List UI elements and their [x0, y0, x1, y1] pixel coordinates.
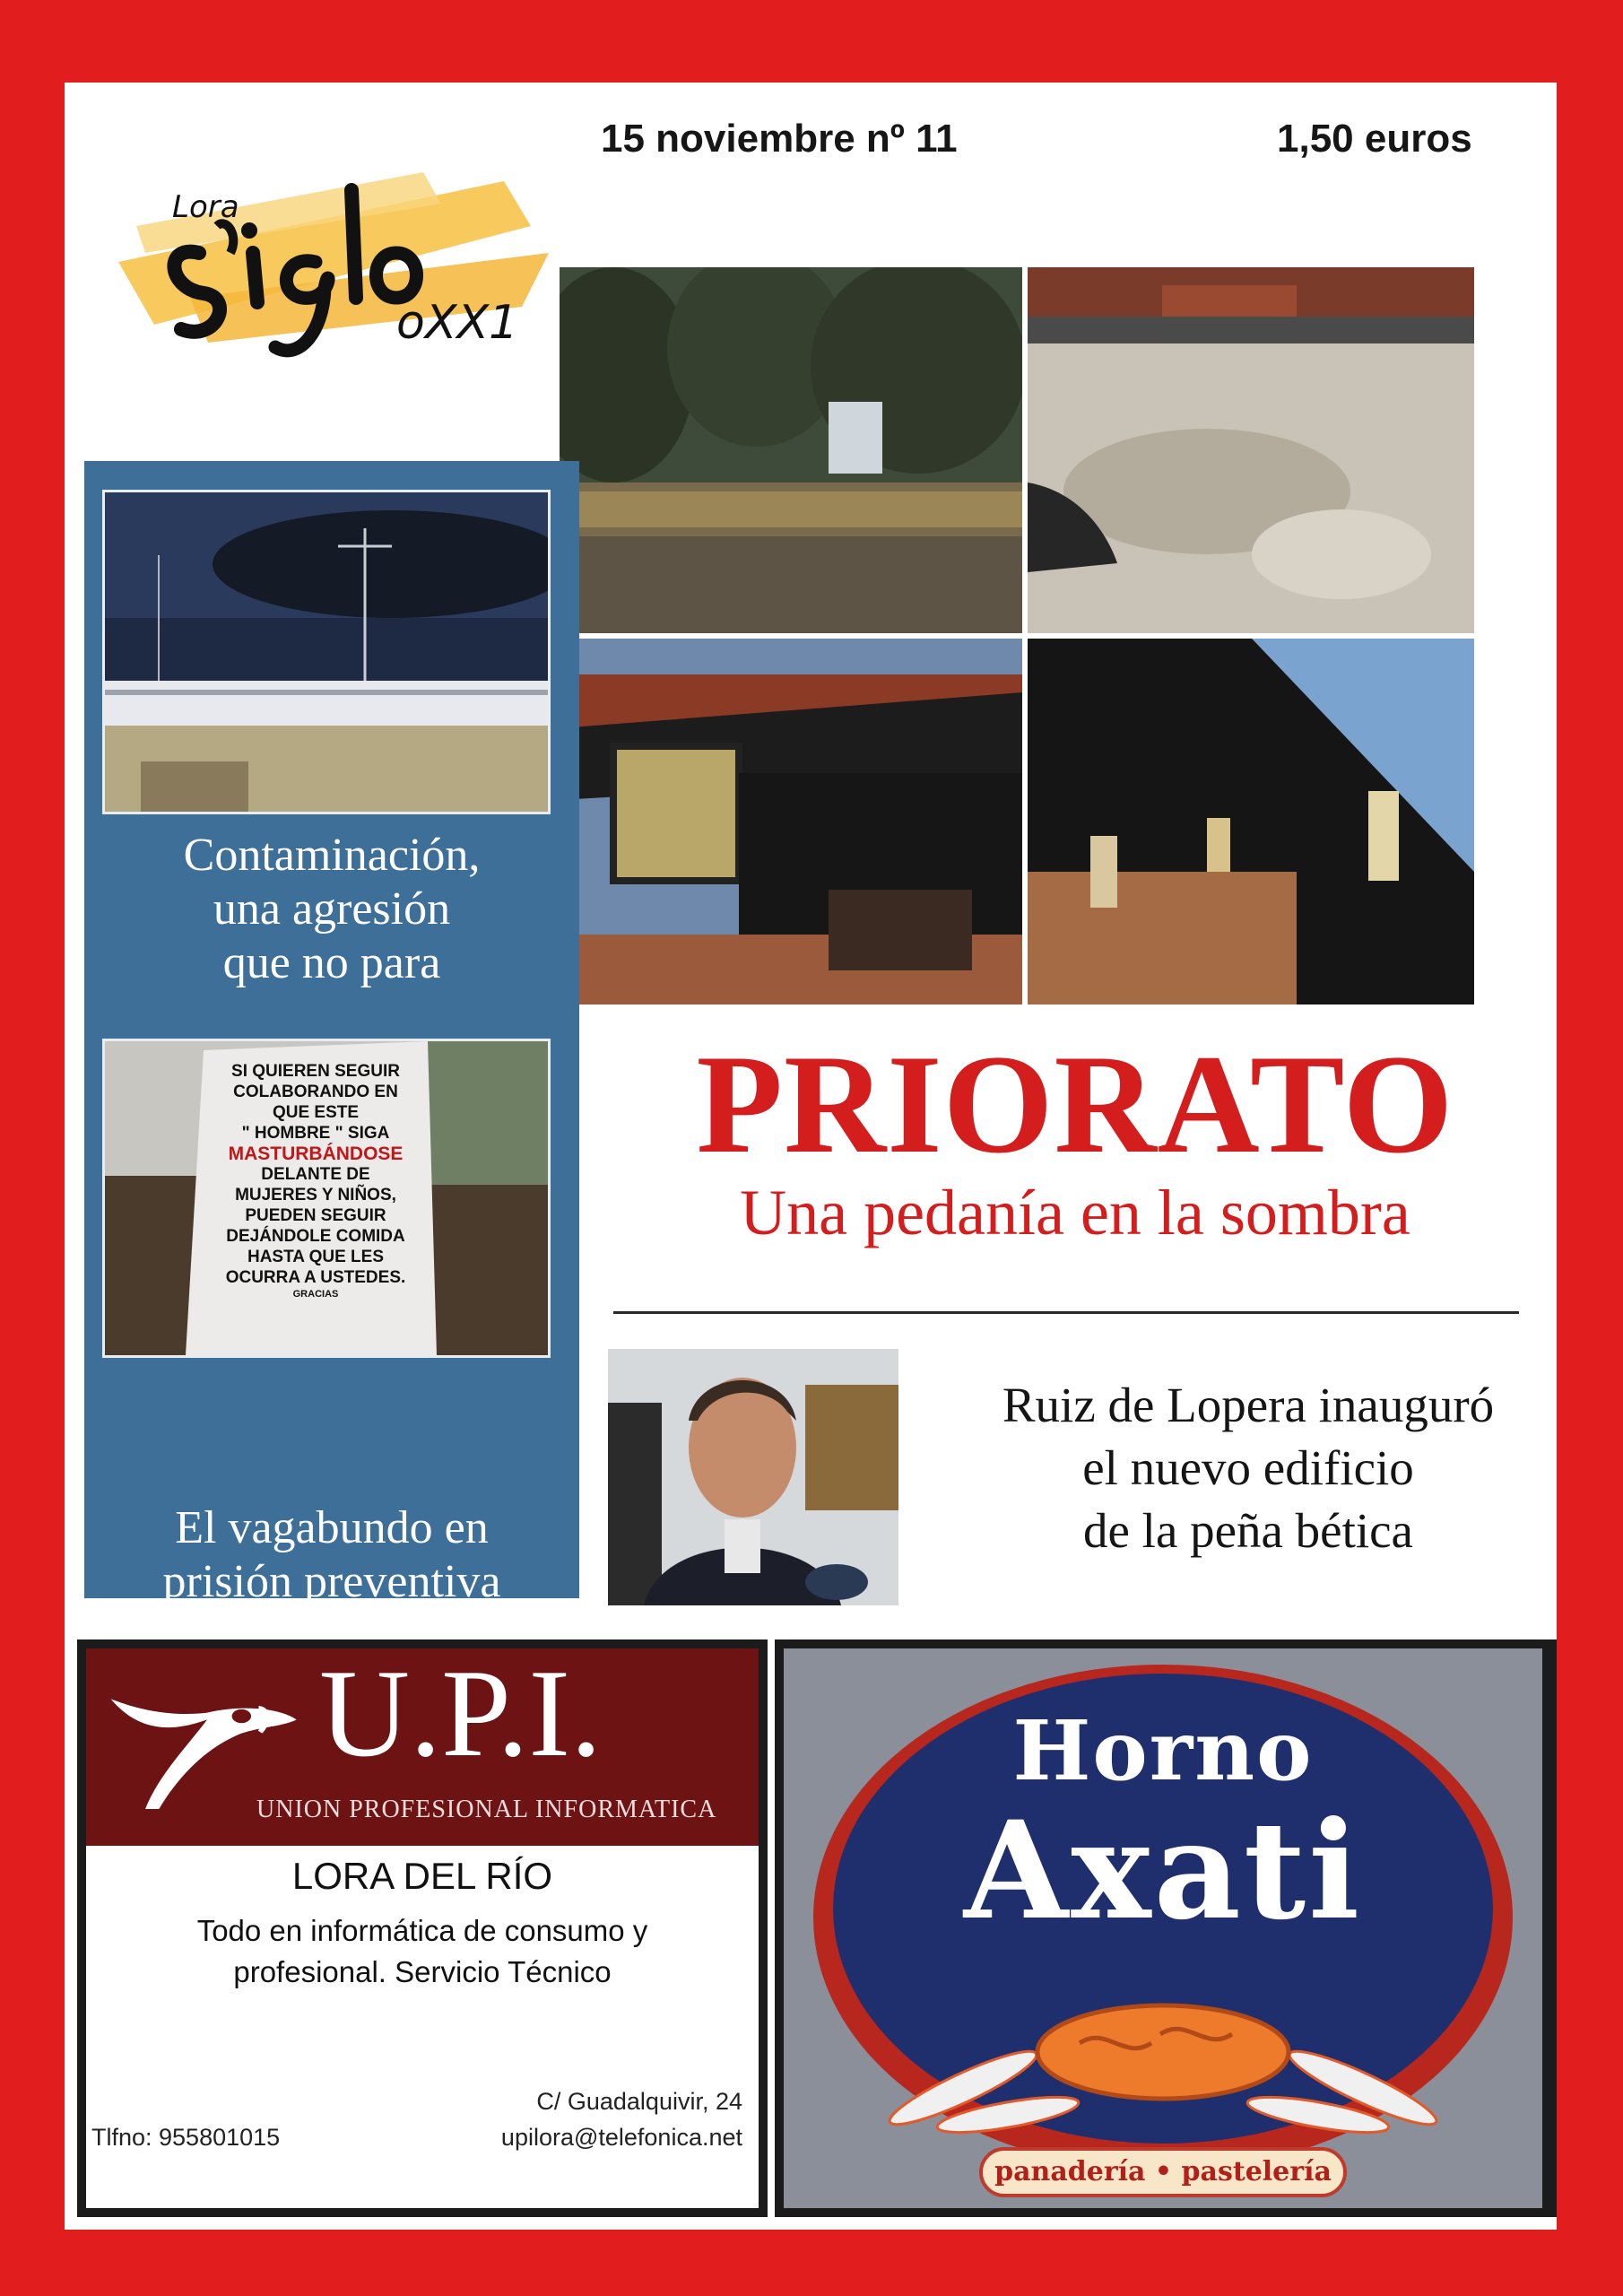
headline-title: PRIORATO — [696, 1026, 1454, 1183]
sign-line: MUJERES Y NIÑOS, — [235, 1186, 396, 1205]
sign-line-highlight: MASTURBÁNDOSE — [228, 1144, 404, 1164]
masthead-logo — [82, 118, 585, 387]
protest-sign-text — [204, 1061, 428, 1300]
ad-horno-axati — [775, 1639, 1557, 2217]
photo-damaged-road — [1028, 267, 1474, 633]
upi-desc-line1: Todo en informática de consumo y — [196, 1914, 648, 1947]
sign-line: SI QUIEREN SEGUIR — [231, 1062, 400, 1081]
upi-brand: U.P.I. — [319, 1648, 603, 1783]
upi-email: upilora@telefonica.net — [500, 2124, 742, 2151]
upi-desc-line2: profesional. Servicio Técnico — [233, 1955, 612, 1988]
upi-banner — [86, 1648, 759, 1846]
sign-line: " HOMBRE " SIGA — [241, 1124, 390, 1143]
photo-broken-lamp — [560, 639, 1022, 1004]
svg-text:oXX1: oXX1 — [396, 296, 519, 350]
story-vagabundo-caption: El vagabundo en prisión preventiva — [162, 1502, 501, 1607]
photo-ruiz-de-lopera — [608, 1349, 898, 1605]
upi-phone: Tlfno: 955801015 — [91, 2124, 281, 2151]
sign-line: COLABORANDO EN — [233, 1083, 398, 1101]
horno-word2: Axati — [963, 1792, 1363, 1950]
upi-details — [86, 1846, 759, 2208]
sign-line-small: GRACIAS — [292, 1289, 339, 1300]
issue-date: 15 noviembre nº 11 — [601, 117, 958, 161]
sign-line: OCURRA A USTEDES. — [225, 1268, 406, 1287]
sidebar-panel — [84, 461, 579, 1607]
magazine-cover — [65, 83, 1557, 2230]
horno-sign-photo — [784, 1648, 1542, 2208]
photo-protest-sign — [102, 1039, 551, 1358]
lead-headline — [594, 1026, 1557, 1248]
divider-rule — [613, 1311, 1519, 1314]
horno-ribbon: panadería • pastelería — [994, 2156, 1332, 2187]
svg-text:Lora: Lora — [172, 189, 239, 225]
headline-subtitle: Una pedanía en la sombra — [740, 1177, 1410, 1248]
sign-line: HASTA QUE LES — [247, 1248, 384, 1266]
story-lopera-text: Ruiz de Lopera inauguró el nuevo edificio de la peña bética — [1002, 1378, 1495, 1558]
story-contamination-caption: Contaminación, una agresión que no para — [183, 830, 481, 988]
sign-line: DELANTE DE — [261, 1165, 370, 1184]
horno-word1: Horno — [1012, 1702, 1314, 1799]
photo-park-trees — [560, 267, 1022, 633]
sign-line: PUEDEN SEGUIR — [245, 1206, 386, 1225]
issue-price: 1,50 euros — [1277, 117, 1472, 161]
photo-contamination — [102, 490, 551, 814]
ad-upi — [77, 1639, 768, 2217]
sign-line: DEJÁNDOLE COMIDA — [226, 1227, 405, 1246]
photo-wall-lamp — [1028, 639, 1474, 1004]
upi-tagline: UNION PROFESIONAL INFORMATICA — [256, 1796, 717, 1823]
sign-line: QUE ESTE — [272, 1103, 360, 1122]
upi-city: LORA DEL RÍO — [291, 1855, 553, 1897]
upi-address: C/ Guadalquivir, 24 — [536, 2088, 742, 2115]
